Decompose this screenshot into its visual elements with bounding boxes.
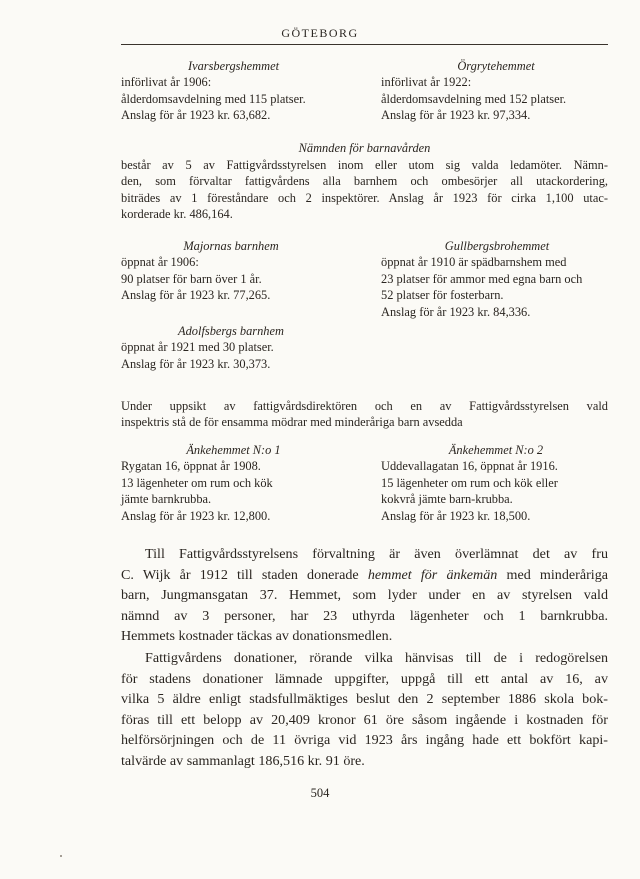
text-line: Anslag för år 1923 kr. 84,336.: [381, 304, 531, 319]
text-line: Anslag för år 1923 kr. 63,682.: [121, 108, 271, 123]
uppsikt-paragraph: [121, 398, 608, 431]
text-line: 23 platser för ammor med egna barn och: [381, 271, 583, 286]
text-line: Till Fattigvårdsstyrelsens förvaltning är även överlämnat det av fru: [145, 546, 608, 562]
namnden-paragraph: [121, 157, 608, 223]
text-line: ålderdomsavdelning med 115 platser.: [121, 91, 306, 106]
section-title: Änkehemmet N:o 2: [448, 443, 544, 457]
text-line: inspektris stå de för ensamma mödrar med minderåriga barn avsedda: [121, 415, 463, 430]
text-line: nämnd av 3 personer, har 23 uthyrda lägenheter och 1 barnkrubba.: [121, 607, 608, 624]
text-line: Uddevallagatan 16, öppnat år 1916.: [381, 459, 558, 474]
italic-text-span: hemmet för änkemän: [367, 566, 498, 583]
gullbergs-block: [381, 238, 613, 320]
text-line: öppnat år 1910 är spädbarnshem med: [381, 255, 567, 270]
ankehemmet-1-block: [121, 442, 346, 524]
text-line: ålderdomsavdelning med 152 platser.: [381, 91, 567, 106]
ankehemmet-2-block: [381, 442, 611, 524]
text-line: helförsörjningen och de 11 övriga vid 1923 års ingång hade ett bokfört kapi-: [121, 732, 608, 748]
text-line: består av 5 av Fattigvårdsstyrelsen inom eller utom sig valda ledamöter. Nämn-: [121, 158, 608, 172]
text-line: Anslag för år 1923 kr. 77,265.: [121, 288, 271, 303]
text-line: jämte barnkrubba.: [121, 492, 212, 507]
namnden-title: Nämnden för barnavården: [298, 141, 431, 155]
text-line: 90 platser för barn över 1 år.: [121, 271, 262, 286]
text-span: med minderåriga: [497, 566, 609, 583]
text-line: vilka 5 äldre enligt stadsfullmäktiges beslut den 2 september 1886 skola bok-: [121, 691, 608, 707]
text-line: införlivat år 1906:: [121, 75, 212, 90]
text-line: Anslag för år 1923 kr. 18,500.: [381, 508, 531, 523]
majornas-block: [121, 238, 341, 304]
text-line: korderade kr. 486,164.: [121, 207, 233, 222]
section-title: Ivarsbergshemmet: [187, 59, 280, 73]
page-number: 504: [310, 786, 330, 800]
text-line: föras till ett belopp av 20,409 kronor 61 öre såsom ingående i kostnaden för: [121, 711, 608, 728]
text-line: Anslag för år 1923 kr. 30,373.: [121, 356, 271, 371]
text-line: [121, 565, 608, 586]
text-line: 13 lägenheter om rum och kök: [121, 475, 273, 490]
text-line: Fattigvårdens donationer, rörande vilka hänvisas till de i redogörelsen: [145, 650, 608, 666]
section-title: Örgrytehemmet: [457, 59, 535, 73]
body-paragraph-1: [121, 544, 608, 647]
section-title: Adolfsbergs barnhem: [178, 324, 284, 338]
text-line: Hemmets kostnader täckas av donationsmedlen.: [121, 628, 393, 644]
body-paragraph-2: [121, 648, 608, 771]
section-title: Majornas barnhem: [183, 239, 279, 253]
paper-speck: [60, 855, 62, 857]
text-line: barn, Jungmansgatan 37. Hemmet, som lyder under en av styrelsen vald: [121, 587, 608, 603]
page-header: GÖTEBORG: [281, 26, 359, 40]
orgryte-block: [381, 58, 611, 124]
text-line: öppnat år 1906:: [121, 255, 199, 270]
text-line: Rygatan 16, öppnat år 1908.: [121, 459, 261, 474]
text-line: för stadens donationer lämnade uppgifter, uppgå till ett antal av 16, av: [121, 670, 608, 687]
text-line: kokvrå jämte barn-krubba.: [381, 492, 513, 507]
ivarsberg-block: [121, 58, 346, 124]
text-line: Anslag för år 1923 kr. 12,800.: [121, 508, 271, 523]
text-line: den, som förvaltar fattigvårdens alla barnhem och ombesörjer all utackordering,: [121, 174, 608, 189]
text-line: Under uppsikt av fattigvårdsdirektören och en av Fattigvårdsstyrelsen vald: [121, 399, 608, 413]
section-title: Änkehemmet N:o 1: [186, 443, 281, 457]
text-line: införlivat år 1922:: [381, 75, 472, 90]
header-rule: [121, 44, 608, 45]
text-line: Anslag för år 1923 kr. 97,334.: [381, 108, 531, 123]
text-line: biträdes av 1 föreståndare och 2 inspektörer. Anslag år 1923 för cirka 1,100 utac-: [121, 190, 608, 205]
adolfsbergs-block: [121, 323, 341, 372]
text-line: öppnat år 1921 med 30 platser.: [121, 340, 274, 355]
text-line: 15 lägenheter om rum och kök eller: [381, 475, 558, 490]
section-title: Gullbergsbrohemmet: [444, 239, 550, 253]
text-line: 52 platser för fosterbarn.: [381, 288, 504, 303]
text-span: C. Wijk år 1912 till staden donerade: [121, 566, 368, 583]
text-line: talvärde av sammanlagt 186,516 kr. 91 öre.: [121, 752, 365, 769]
